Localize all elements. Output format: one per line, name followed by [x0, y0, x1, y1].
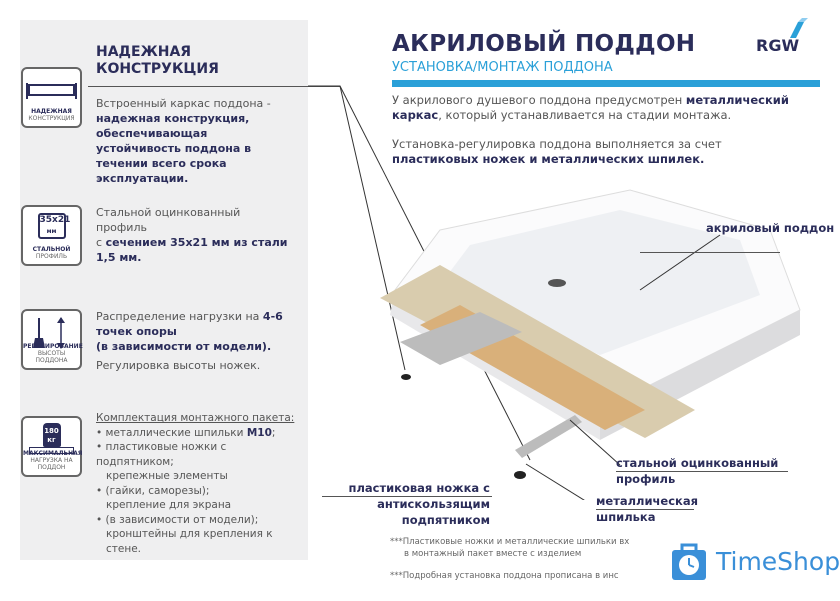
intro-paragraph-2: Установка-регулировка поддона выполняется за счет пластиковых ножек и металлических шпилек. — [392, 137, 722, 166]
leader-line — [308, 86, 405, 370]
height-adjust-icon: РЕГУЛИРОВАНИЕ ВЫСОТЫ ПОДДОНА — [21, 309, 82, 370]
note-2: ***Подробная установка поддона прописана в инс — [390, 571, 619, 581]
left-title: НАДЕЖНАЯ КОНСТРУКЦИЯ — [96, 44, 219, 77]
timeshop-watermark: TimeShop — [668, 540, 840, 582]
note-1: ***Пластиковые ножки и металлические шпильки вх в монтажный пакет вместе с изделием — [390, 537, 630, 559]
weight-icon: 180 кг МАКСИМАЛЬНАЯ НАГРУЗКА НА ПОДДОН — [21, 416, 82, 477]
intro-paragraph-1: У акрилового душевого поддона предусмотрен металлический каркас, который устанавливается на стадии монтажа. — [392, 93, 789, 122]
page-subtitle: УСТАНОВКА/МОНТАЖ ПОДДОНА — [392, 60, 613, 75]
section-frame-text: Встроенный каркас поддона - надежная конструкция, обеспечивающая устойчивость поддона в течении всего срока эксплуатации. — [96, 97, 271, 185]
kit-list: Комплектация монтажного пакета: • металлические шпильки M10; • пластиковые ножки с подпятником; крепежные элементы • (гайки, саморезы); крепление для экрана • (в зависимости от модели); кронштейны для крепления к стене. — [96, 412, 295, 555]
label-steel-profile: стальной оцинкованный профиль — [616, 456, 779, 486]
label-acrylic-tray: акриловый поддон — [706, 221, 835, 235]
section-load-text: Распределение нагрузки на 4-6 точек опоры (в зависимости от модели). Регулировка высоты ножек. — [96, 310, 283, 372]
shopping-bag-clock-icon — [668, 540, 710, 582]
profile-icon: 35x21 мм СТАЛЬНОЙ ПРОФИЛЬ — [21, 205, 82, 266]
frame-icon: НАДЕЖНАЯ КОНСТРУКЦИЯ — [21, 67, 82, 128]
label-plastic-foot: пластиковая ножка с антискользящим подпятником — [348, 481, 490, 527]
tray-illustration — [300, 80, 820, 500]
rgw-logo-mark-icon — [782, 18, 808, 38]
brand-logo: RGW — [756, 36, 800, 55]
section-profile-text: Стальной оцинкованный профиль с сечением 35x21 мм из стали 1,5 мм. — [96, 206, 288, 264]
label-metal-stud: металлическая шпилька — [596, 494, 698, 524]
page-title: АКРИЛОВЫЙ ПОДДОН — [392, 31, 696, 57]
